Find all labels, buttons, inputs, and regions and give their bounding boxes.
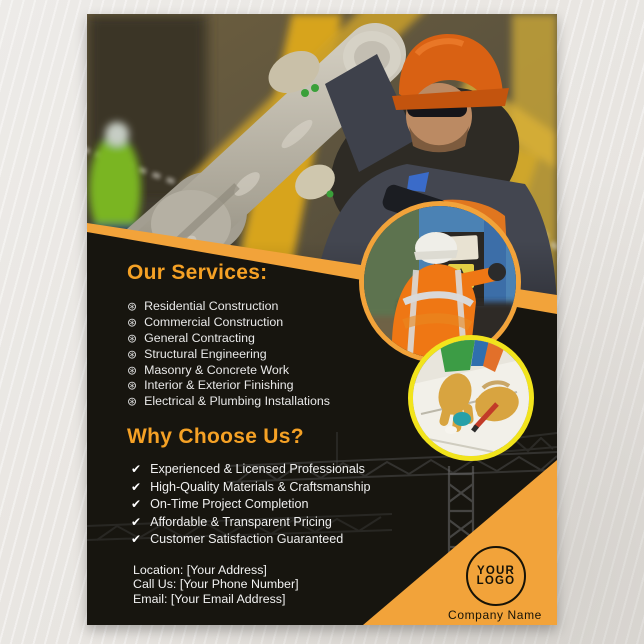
contact-line: [133, 563, 299, 577]
inset-2-illustration: [413, 340, 529, 456]
checkmark-icon: ✔: [131, 462, 142, 476]
service-item: [127, 378, 330, 394]
logo-line-1: YOUR: [476, 564, 516, 577]
circled-asterisk-bullet-icon: ⊛: [127, 363, 138, 378]
contact-line-text: Call Us: [Your Phone Number]: [133, 577, 299, 592]
circled-asterisk-bullet-icon: ⊛: [127, 315, 138, 330]
benefit-item: [131, 462, 371, 480]
service-item-label: Masonry & Concrete Work: [144, 362, 290, 377]
inset-photo-hivis-worker: [359, 201, 521, 363]
benefit-item-label: Customer Satisfaction Guaranteed: [150, 532, 344, 547]
service-item: [127, 331, 330, 347]
benefit-item: [131, 532, 371, 550]
contact-line-text: Location: [Your Address]: [133, 563, 267, 577]
service-item-label: Electrical & Plumbing Installations: [144, 394, 331, 409]
circled-asterisk-bullet-icon: ⊛: [127, 299, 138, 314]
checkmark-icon: ✔: [131, 479, 142, 494]
company-name: Company Name: [448, 608, 542, 622]
inset-photo-gloved-hands-planning: [408, 335, 534, 461]
service-item-label: Structural Engineering: [144, 346, 267, 361]
service-item-label: Residential Construction: [144, 299, 279, 313]
service-item-label: Commercial Construction: [144, 314, 284, 329]
contact-line: [133, 592, 299, 606]
service-item: [127, 299, 330, 315]
benefit-item: [131, 515, 371, 533]
benefit-item: [131, 497, 371, 515]
benefit-item-label: Affordable & Transparent Pricing: [150, 514, 332, 529]
service-item-label: Interior & Exterior Finishing: [144, 378, 294, 393]
why-choose-us-list: [131, 462, 371, 550]
checkmark-icon: ✔: [131, 532, 142, 547]
why-choose-us-heading: Why Choose Us?: [127, 425, 304, 448]
benefit-item-label: On-Time Project Completion: [150, 497, 309, 512]
your-logo-placeholder: [466, 546, 526, 606]
benefit-item-label: High-Quality Materials & Craftsmanship: [150, 479, 371, 494]
checkmark-icon: ✔: [131, 497, 142, 512]
benefit-item: [131, 480, 371, 498]
circled-asterisk-bullet-icon: ⊛: [127, 347, 138, 362]
service-item: [127, 394, 330, 410]
service-item-label: General Contracting: [144, 330, 255, 345]
circled-asterisk-bullet-icon: ⊛: [127, 331, 138, 346]
contact-block: [133, 563, 299, 606]
inset-1-illustration: [364, 206, 516, 358]
circled-asterisk-bullet-icon: ⊛: [127, 378, 138, 393]
checkmark-icon: ✔: [131, 514, 142, 529]
services-heading: Our Services:: [127, 261, 268, 284]
contact-line-text: Email: [Your Email Address]: [133, 591, 286, 606]
benefit-item-label: Experienced & Licensed Professionals: [150, 462, 365, 476]
contact-line: [133, 577, 299, 591]
circled-asterisk-bullet-icon: ⊛: [127, 394, 138, 409]
construction-flyer: [87, 14, 557, 625]
logo-line-2: LOGO: [476, 575, 516, 587]
service-item: [127, 363, 330, 379]
service-item: [127, 315, 330, 331]
services-list: [127, 299, 330, 410]
service-item: [127, 347, 330, 363]
